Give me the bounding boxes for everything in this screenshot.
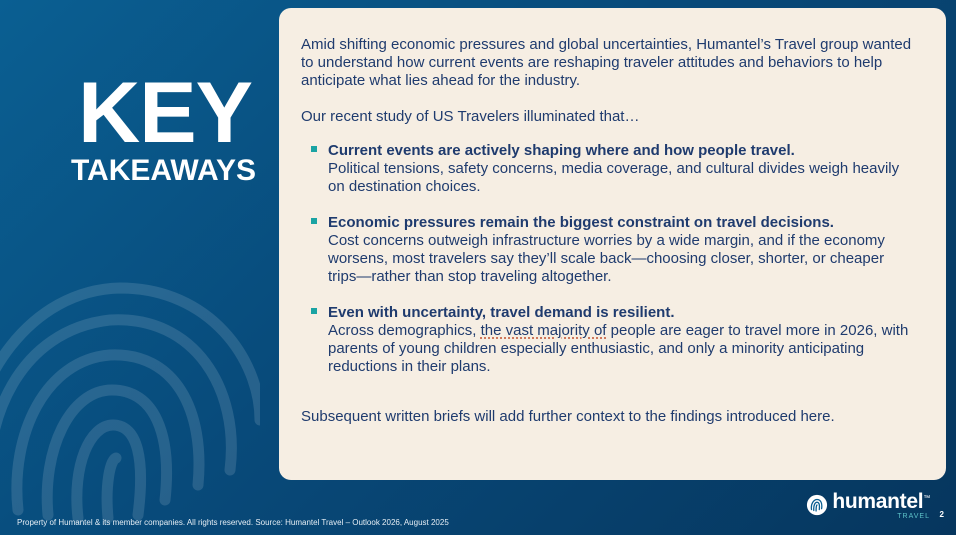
bullet-body-start: Across demographics, bbox=[328, 322, 481, 339]
bullet-square-icon bbox=[311, 218, 317, 224]
bullet-square-icon bbox=[311, 308, 317, 314]
bullet-heading: Even with uncertainty, travel demand is resilient. bbox=[328, 304, 675, 321]
logo-subtitle: TRAVEL bbox=[897, 513, 930, 520]
content-panel bbox=[279, 8, 946, 480]
title-key: KEY bbox=[78, 65, 252, 161]
lead-paragraph: Our recent study of US Travelers illuminated that… bbox=[301, 108, 640, 125]
fingerprint-watermark-icon bbox=[0, 270, 260, 530]
footer-note: Property of Humantel & its member companies. All rights reserved. Source: Humantel Travel – Outlook 2026, August 2025 bbox=[17, 518, 449, 527]
logo-wordmark bbox=[832, 488, 930, 521]
bullet-body: Cost concerns outweigh infrastructure worries by a wide margin, and if the economy worsens, most travelers say they’ll scale back—choosing closer, shorter, or cheaper trips—rather than stop traveling altogether. bbox=[328, 232, 885, 285]
bullet-heading: Economic pressures remain the biggest constraint on travel decisions. bbox=[328, 214, 834, 231]
bullet-heading: Current events are actively shaping where and how people travel. bbox=[328, 142, 795, 159]
list-item bbox=[311, 304, 916, 376]
bullet-square-icon bbox=[311, 146, 317, 152]
logo-trademark: ™ bbox=[923, 495, 930, 502]
bullet-body: Political tensions, safety concerns, media coverage, and cultural divides weigh heavily on destination choices. bbox=[328, 160, 900, 195]
bullet-body-flagged-phrase: the vast majority of bbox=[480, 322, 607, 339]
title-takeaways: TAKEAWAYS bbox=[70, 154, 256, 187]
intro-paragraph: Amid shifting economic pressures and global uncertainties, Humantel’s Travel group wanted to understand how current events are reshaping traveler attitudes and behaviors to help anticipate what lies ahead for the industry. bbox=[301, 36, 912, 89]
logo-name: humantel bbox=[832, 490, 924, 513]
page-number: 2 bbox=[939, 510, 944, 519]
list-item bbox=[311, 214, 916, 286]
takeaways-list bbox=[311, 142, 916, 376]
humantel-logo bbox=[806, 488, 930, 521]
fingerprint-icon bbox=[806, 494, 828, 516]
bullet-body-end: people are eager to travel more in 2026, with parents of young children especially enthusiastic, and only a minority anticipating reductions in their plans. bbox=[328, 322, 909, 375]
list-item bbox=[311, 142, 916, 196]
closing-paragraph: Subsequent written briefs will add further context to the findings introduced here. bbox=[301, 408, 835, 425]
page-title bbox=[30, 65, 270, 188]
